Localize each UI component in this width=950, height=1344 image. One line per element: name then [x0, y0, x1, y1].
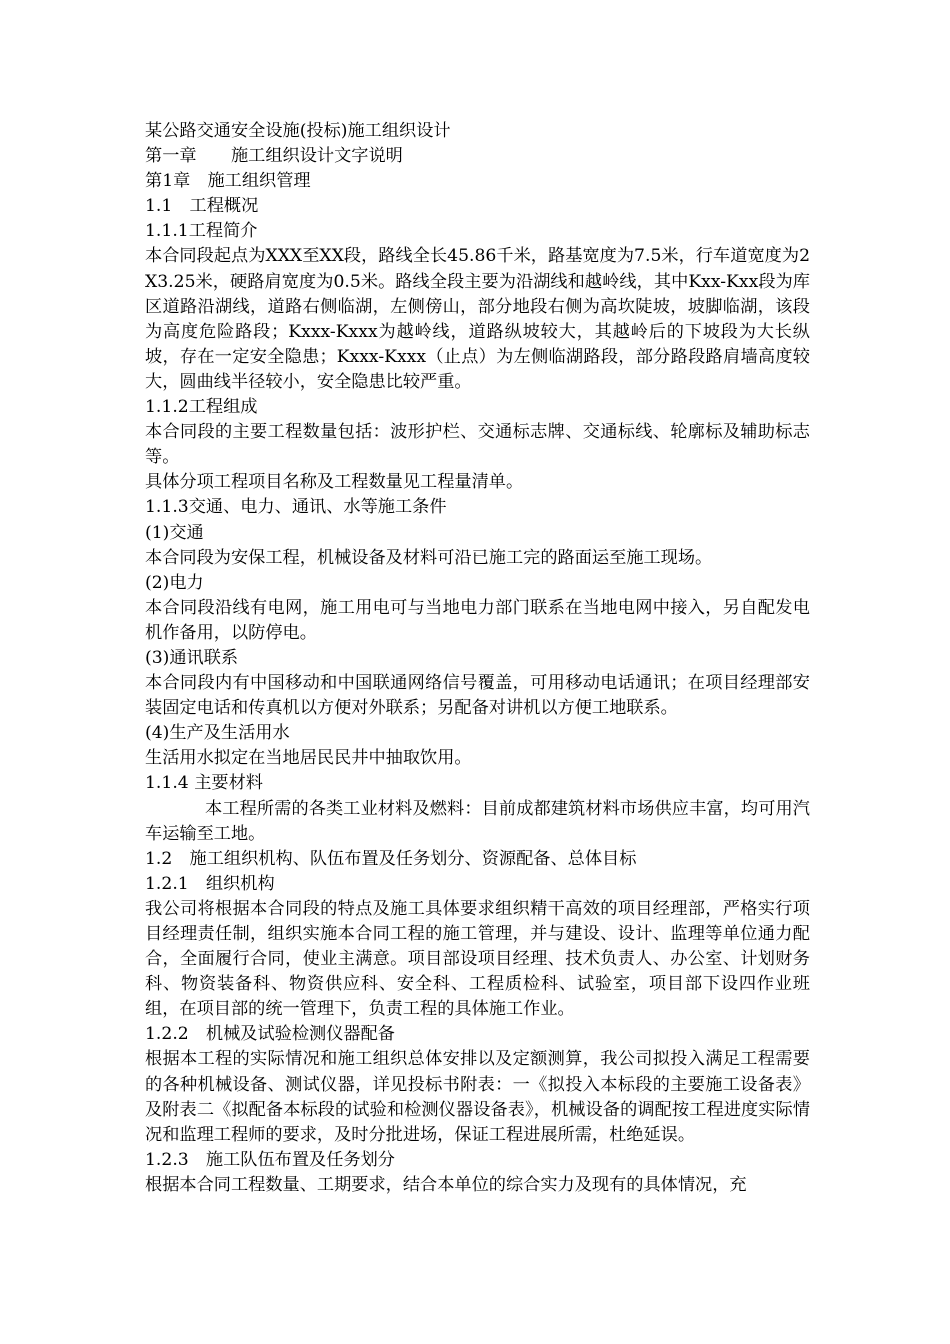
section-heading-1-2-2: 1.2.2 机械及试验检测仪器配备 — [145, 1024, 395, 1045]
paragraph-quantity-list: 具体分项工程项目名称及工程数量见工程量清单。 — [145, 472, 524, 493]
section-heading-1-2-1: 1.2.1 组织机构 — [145, 873, 275, 894]
paragraph-water: 生活用水拟定在当地居民民井中抽取饮用。 — [145, 748, 472, 769]
subheading-water: (4)生产及生活用水 — [145, 723, 290, 744]
paragraph-equipment: 根据本工程的实际情况和施工组织总体安排以及定额测算，我公司拟投入满足工程需要的各种机械设备、测试仪器，详见投标书附表：一《拟投入本标段的主要施工设备表》及附表二《拟配备本标段的试验和检测仪器设备表》，机械设备的调配按工程进度实际情况和监理工程师的要求，及时分批进场，保证工程进展所需，杜绝延误。 — [145, 1049, 810, 1145]
section-heading-1-1-4: 1.1.4 主要材料 — [145, 773, 263, 794]
paragraph-traffic: 本合同段为安保工程，机械设备及材料可沿已施工完的路面运至施工现场。 — [145, 547, 713, 568]
chapter-heading: 第1章 施工组织管理 — [145, 171, 311, 192]
section-heading-1-1-2: 1.1.2工程组成 — [145, 397, 258, 418]
document-page — [145, 119, 810, 1198]
section-heading-1-2: 1.2 施工组织机构、队伍布置及任务划分、资源配备、总体目标 — [145, 848, 637, 869]
section-heading-1-1: 1.1 工程概况 — [145, 196, 259, 217]
paragraph-power: 本合同段沿线有电网，施工用电可与当地电力部门联系在当地电网中接入，另自配发电机作备用，以防停电。 — [145, 597, 810, 643]
part-heading: 第一章 施工组织设计文字说明 — [145, 146, 403, 167]
paragraph-team-layout: 根据本合同工程数量、工期要求，结合本单位的综合实力及现有的具体情况，充 — [145, 1174, 747, 1195]
subheading-traffic: (1)交通 — [145, 522, 204, 543]
paragraph-communication: 本合同段内有中国移动和中国联通网络信号覆盖，可用移动电话通讯；在项目经理部安装固定电话和传真机以方便对外联系；另配备对讲机以方便工地联系。 — [145, 673, 810, 719]
paragraph-project-composition: 本合同段的主要工程数量包括：波形护栏、交通标志牌、交通标线、轮廓标及辅助标志等。 — [145, 422, 810, 468]
section-heading-1-2-3: 1.2.3 施工队伍布置及任务划分 — [145, 1149, 395, 1170]
document-title: 某公路交通安全设施(投标)施工组织设计 — [145, 121, 451, 141]
subheading-power: (2)电力 — [145, 572, 204, 593]
paragraph-project-intro: 本合同段起点为XXX至XX段，路线全长45.86千米，路基宽度为7.5米，行车道宽度为2X3.25米，硬路肩宽度为0.5米。路线全段主要为沿湖线和越岭线，其中Kxx-Kxx段为库区道路沿湖线，道路右侧临湖，左侧傍山，部分地段右侧为高坎陡坡，坡脚临湖，该段为高度危险路段；Kxxx-Kxxx为越岭线，道路纵坡较大，其越岭后的下坡段为大长纵坡，存在一定安全隐患；Kxxx-Kxxx（止点）为左侧临湖路段，部分路段路肩墙高度较大，圆曲线半径较小，安全隐患比较严重。 — [145, 246, 810, 392]
subheading-communication: (3)通讯联系 — [145, 647, 239, 668]
paragraph-organization: 我公司将根据本合同段的特点及施工具体要求组织精干高效的项目经理部，严格实行项目经理责任制，组织实施本合同工程的施工管理，并与建设、设计、监理等单位通力配合，全面履行合同，使业主满意。项目部设项目经理、技术负责人、办公室、计划财务科、物资装备科、物资供应科、安全科、工程质检科、试验室，项目部下设四作业班组，在项目部的统一管理下，负责工程的具体施工作业。 — [145, 898, 810, 1020]
section-heading-1-1-1: 1.1.1工程简介 — [145, 221, 258, 242]
section-heading-1-1-3: 1.1.3交通、电力、通讯、水等施工条件 — [145, 497, 447, 518]
paragraph-materials: 本工程所需的各类工业材料及燃料：目前成都建筑材料市场供应丰富，均可用汽车运输至工地。 — [145, 798, 810, 844]
